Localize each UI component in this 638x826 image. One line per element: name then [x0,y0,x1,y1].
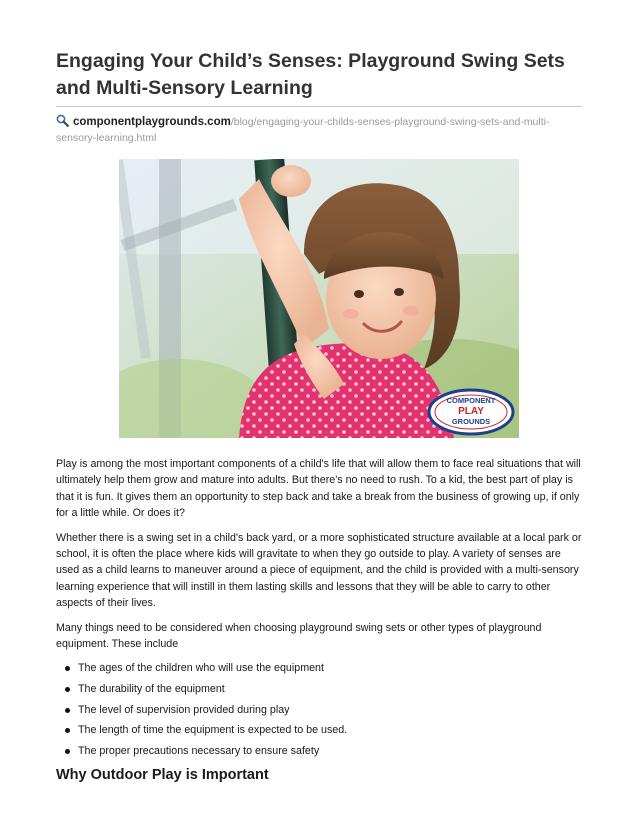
source-domain-link[interactable]: componentplaygrounds.com [73,116,231,128]
component-playgrounds-logo [429,390,513,434]
hero-image [119,159,519,438]
paragraph-swing-set: Whether there is a swing set in a child's back yard, or a more sophisticated structure available at a local park or school, it is often the place where kids will gravitate to when they go outside to play. A variety of senses are used as a child learns to maneuver around a piece of equipment, and the child is provided with a multi-sensory learning experience that will instill in them lasting skills and lessons that they will be able to carry to other aspects of their lives. [56,531,582,610]
article-title: Engaging Your Child’s Senses: Playground Swing Sets and Multi-Sensory Learning [56,50,565,99]
source-line [56,114,582,145]
considerations-list [56,660,586,758]
source-path: /blog/engaging-your-childs-senses-playground-swing-sets-and-multi-sensory-learning.html [56,116,550,144]
list-item: The level of supervision provided during play [78,702,586,718]
paragraph-intro: Play is among the most important components of a child's life that will allow them to face real situations that will ultimately help them grow and mature into adults. But there's no need to rush. To a kid, the best part of play is that it is fun. It gives them an opportunity to step back and take a break from the business of growing up, if only for a little while. Or does it? [56,458,581,520]
list-item: The ages of the children who will use the equipment [78,660,586,676]
svg-text:COMPONENT: COMPONENT [446,396,496,405]
svg-text:GROUNDS: GROUNDS [451,417,491,426]
list-item: The durability of the equipment [78,681,586,697]
list-item: The length of time the equipment is expected to be used. [78,722,586,738]
article-body [56,456,586,763]
svg-text:PLAY: PLAY [458,406,484,417]
section-heading: Why Outdoor Play is Important [56,767,269,783]
list-item: The proper precautions necessary to ensure safety [78,743,586,759]
magnifier-icon [56,114,69,131]
paragraph-considerations: Many things need to be considered when choosing playground swing sets or other types of playground equipment. These include [56,621,542,651]
title-divider [56,106,582,107]
